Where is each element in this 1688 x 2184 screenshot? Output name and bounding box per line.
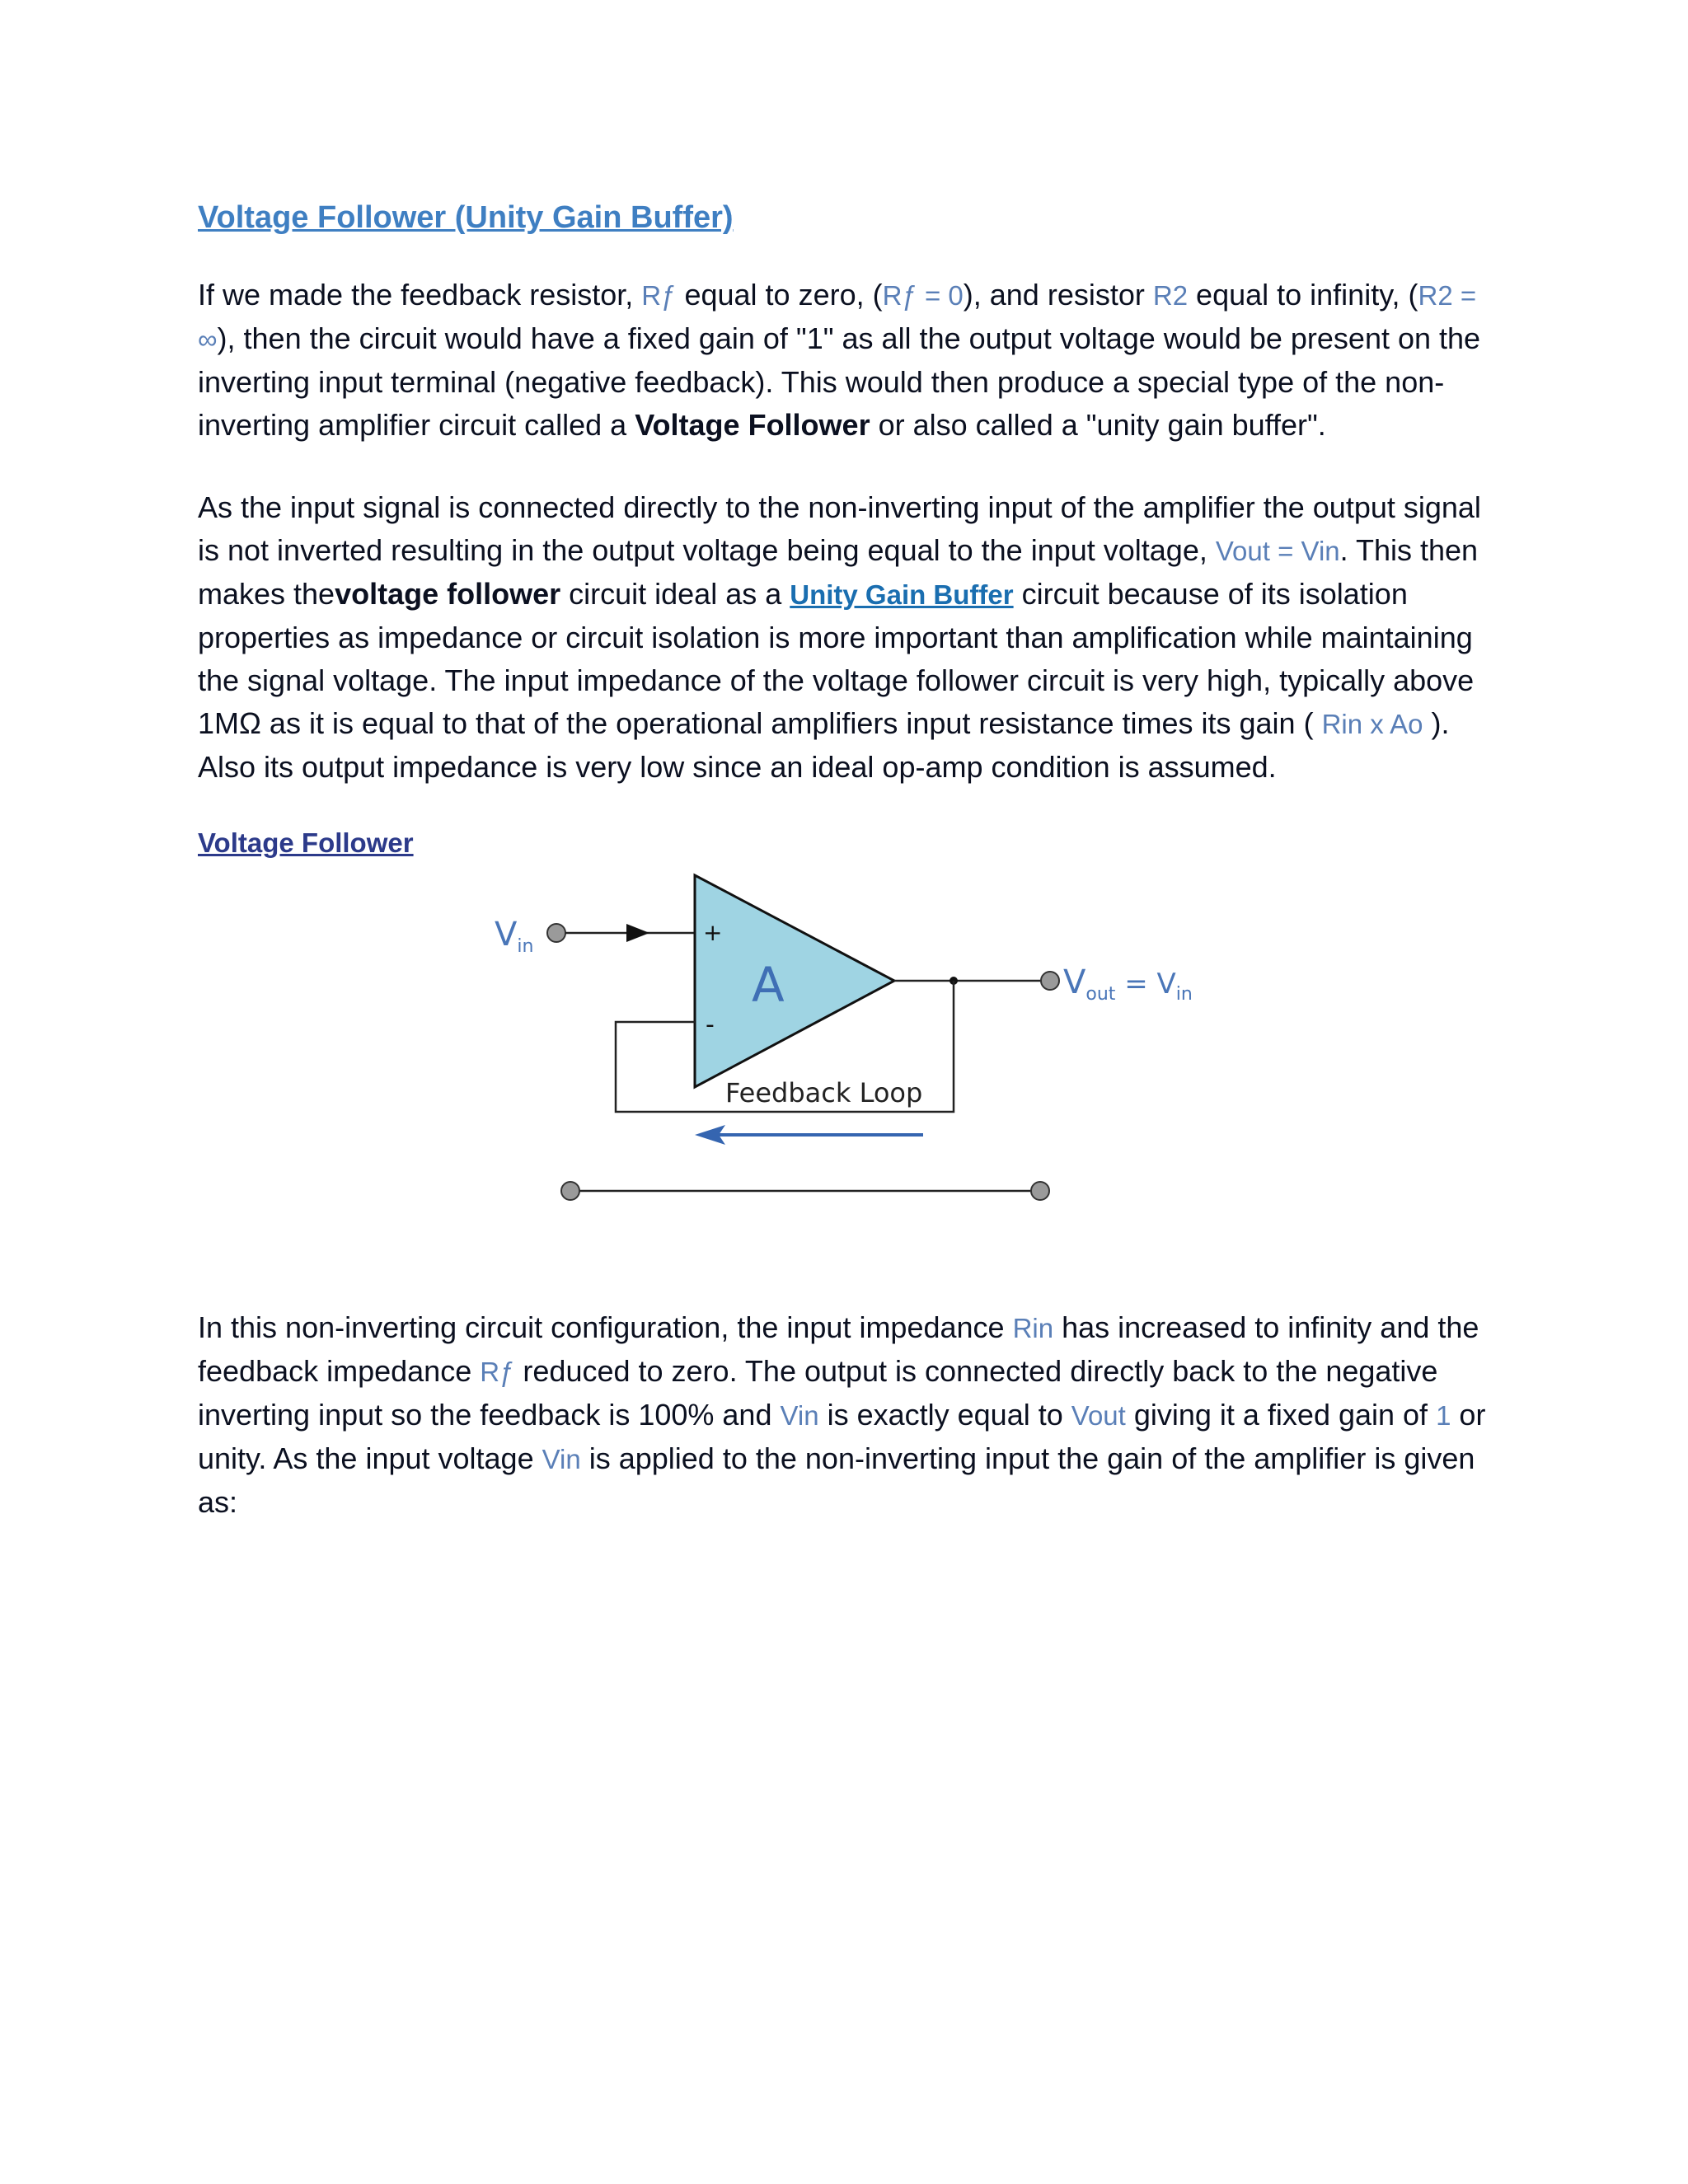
var-rin: Rin [1012, 1313, 1054, 1343]
feedback-loop-label: Feedback Loop [725, 1077, 923, 1108]
text: equal to zero, ( [676, 278, 883, 312]
paragraph-input-signal [198, 486, 1500, 789]
subheading-voltage-follower[interactable]: Voltage Follower [198, 827, 414, 858]
var-vin: Vin [542, 1444, 581, 1474]
text: As the input signal is connected directly to the non-inverting input of the amplifier the output signal is not inverted resulting in the output voltage being equal to the input voltage, [198, 490, 1481, 567]
var-rf-zero: Rƒ = 0 [882, 280, 964, 311]
var-rf: Rƒ [480, 1357, 515, 1387]
text: If we made the feedback resistor, [198, 278, 642, 312]
var-vout-eq-vin: Vout = Vin [1215, 536, 1340, 566]
circuit-svg [198, 861, 1500, 1306]
text: is exactly equal to [818, 1398, 1071, 1432]
vin-label: $V_{in}$ [495, 916, 534, 957]
text: In this non-inverting circuit configuration, the input impedance [198, 1310, 1013, 1344]
text: circuit because of its isolation properties as impedance or circuit isolation is more important than amplification while maintaining the signal voltage. The input impedance of the voltage follower circuit is very high, typically above 1MΩ as it is equal to that of the operational amplifiers input resistance times its gain ( [198, 577, 1475, 740]
text: ). Also its output impedance is very low since an ideal op-amp condition is assumed. [198, 706, 1450, 784]
input-terminal [547, 924, 565, 942]
ground-terminal-left [561, 1182, 579, 1200]
var-vout: Vout [1071, 1400, 1126, 1431]
var-vin: Vin [780, 1400, 819, 1431]
plus-sign: + [703, 919, 723, 946]
text: circuit ideal as a [560, 577, 790, 611]
text: ), and resistor [963, 278, 1153, 312]
text: is applied to the non-inverting input the gain of the amplifier is given as: [198, 1441, 1475, 1519]
voltage-follower-diagram [198, 861, 1500, 1306]
minus-sign: - [706, 1010, 715, 1039]
output-terminal [1041, 972, 1059, 990]
paragraph-feedback-resistor [198, 274, 1500, 447]
text: reduced to zero. The output is connected directly back to the negative inverting input so the feedback is 100% and [198, 1354, 1438, 1432]
var-r2-infinity: R2 = ∞ [198, 280, 1477, 354]
ground-terminal-right [1031, 1182, 1049, 1200]
text: or unity. As the input voltage [198, 1398, 1486, 1475]
var-rin-x-ao: Rin x Ao [1321, 709, 1423, 739]
input-arrow-icon [626, 924, 649, 942]
unity-gain-buffer-link[interactable]: Unity Gain Buffer [790, 579, 1014, 610]
page-title[interactable]: Voltage Follower (Unity Gain Buffer) [198, 200, 734, 235]
text: equal to infinity, ( [1188, 278, 1418, 312]
paragraph-configuration [198, 1306, 1500, 1524]
op-amp-triangle [695, 875, 894, 1087]
amp-label: A [752, 957, 785, 1013]
text: or also called a "unity gain buffer". [870, 408, 1326, 442]
bold-voltage-follower: voltage follower [335, 577, 561, 611]
text: giving it a fixed gain of [1125, 1398, 1437, 1432]
text: has increased to infinity and the feedback impedance [198, 1310, 1479, 1388]
bold-voltage-follower: Voltage Follower [635, 408, 870, 442]
var-one: 1 [1436, 1400, 1451, 1431]
text: . This then makes the [198, 533, 1479, 611]
text: ), then the circuit would have a fixed gain of "1" as all the output voltage would be present on the inverting input terminal (negative feedback). This would then produce a special type of the non-inverting amplifier circuit called a [198, 321, 1481, 442]
document-page [198, 198, 1500, 1524]
var-r2: R2 [1152, 280, 1189, 311]
var-rf: Rƒ [641, 280, 677, 311]
vout-label: $V_{out}$ $^{= V}_{in}$ [1063, 963, 1193, 1005]
